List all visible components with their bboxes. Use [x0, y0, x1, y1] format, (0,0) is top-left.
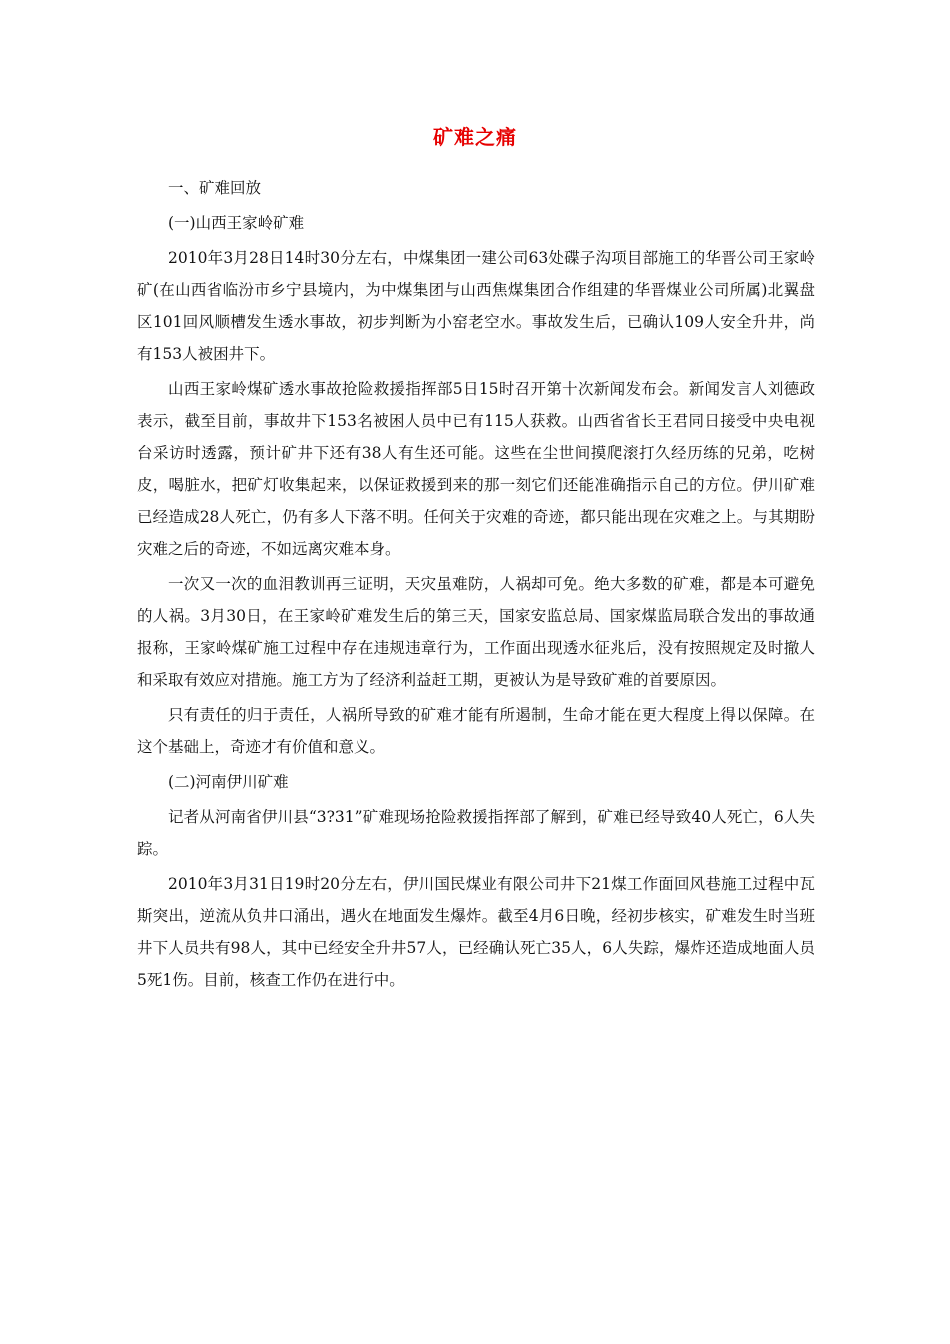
- body-paragraph: 2010年3月28日14时30分左右，中煤集团一建公司63处碟子沟项目部施工的华晋公司王家岭矿(在山西省临汾市乡宁县境内，为中煤集团与山西焦煤集团合作组建的华晋煤业公司所属)北翼盘区101回风顺槽发生透水事故，初步判断为小窑老空水。事故发生后，已确认109人安全升井，尚有153人被困井下。: [137, 249, 815, 363]
- subsection-heading: (二)河南伊川矿难: [168, 773, 289, 791]
- body-paragraph: 2010年3月31日19时20分左右，伊川国民煤业有限公司井下21煤工作面回风巷施工过程中瓦斯突出，逆流从负井口涌出，遇火在地面发生爆炸。截至4月6日晚，经初步核实，矿难发生时当班井下人员共有98人，其中已经安全升井57人，已经确认死亡35人，6人失踪，爆炸还造成地面人员5死1伤。目前，核查工作仍在进行中。: [137, 875, 815, 989]
- subsection-heading: (一)山西王家岭矿难: [168, 214, 305, 232]
- section-heading: 一、矿难回放: [168, 179, 262, 197]
- body-paragraph: 只有责任的归于责任，人祸所导致的矿难才能有所遏制，生命才能在更大程度上得以保障。在这个基础上，奇迹才有价值和意义。: [137, 706, 815, 756]
- body-paragraph: 记者从河南省伊川县“3?31”矿难现场抢险救援指挥部了解到，矿难已经导致40人死亡，6人失踪。: [137, 808, 815, 858]
- body-paragraph: 山西王家岭煤矿透水事故抢险救援指挥部5日15时召开第十次新闻发布会。新闻发言人刘德政表示，截至目前，事故井下153名被困人员中已有115人获救。山西省省长王君同日接受中央电视台采访时透露，预计矿井下还有38人有生还可能。这些在尘世间摸爬滚打久经历练的兄弟，吃树皮，喝脏水，把矿灯收集起来，以保证救援到来的那一刻它们还能准确指示自己的方位。伊川矿难已经造成28人死亡，仍有多人下落不明。任何关于灾难的奇迹，都只能出现在灾难之上。与其期盼灾难之后的奇迹，不如远离灾难本身。: [137, 380, 815, 558]
- body-paragraph: 一次又一次的血泪教训再三证明，天灾虽难防，人祸却可免。绝大多数的矿难，都是本可避免的人祸。3月30日，在王家岭矿难发生后的第三天，国家安监总局、国家煤监局联合发出的事故通报称，王家岭煤矿施工过程中存在违规违章行为，工作面出现透水征兆后，没有按照规定及时撤人和采取有效应对措施。施工方为了经济利益赶工期，更被认为是导致矿难的首要原因。: [137, 575, 815, 689]
- document-title: 矿难之痛: [433, 125, 517, 149]
- document-body: [137, 172, 815, 999]
